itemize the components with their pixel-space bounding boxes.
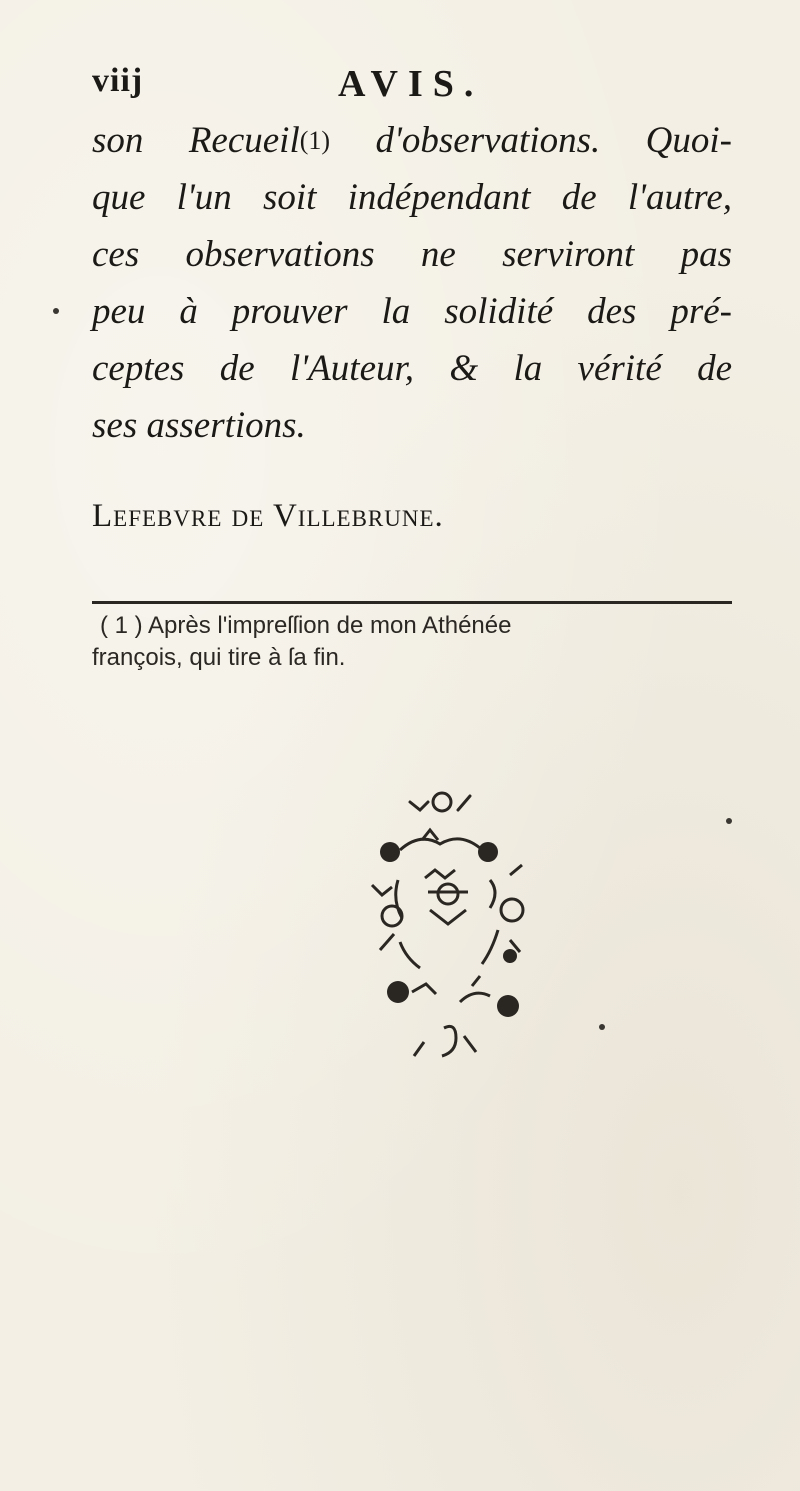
- body-line-text: d'observations. Quoi-: [375, 120, 733, 161]
- body-line: ceptes de l'Auteur, & la vérité de: [92, 348, 732, 389]
- footnote-line: [92, 610, 732, 642]
- running-title: AVIS.: [338, 63, 484, 105]
- body-paragraph: [92, 112, 732, 454]
- footnote-text: Après l'impreſſion de mon Athénée: [148, 612, 512, 639]
- body-line: que l'un soit indépendant de l'autre,: [92, 177, 732, 218]
- printers-ornament: [360, 780, 550, 1110]
- author-signature: Lefebvre de Villebrune.: [92, 498, 444, 534]
- footnote: [92, 610, 732, 674]
- stray-ink-mark: [53, 308, 59, 314]
- stray-ink-mark: [599, 1024, 605, 1030]
- body-line: [92, 112, 732, 169]
- body-line-text: son Recueil: [92, 120, 300, 161]
- body-line: ces observations ne serviront pas: [92, 234, 732, 275]
- stray-ink-mark: [726, 818, 732, 824]
- body-line: ses assertions.: [92, 405, 306, 446]
- footnote-marker: ( 1 ): [100, 612, 143, 639]
- page-number: viij: [92, 62, 144, 99]
- footnote-rule: [92, 601, 732, 604]
- page-header: [92, 62, 732, 112]
- body-line: peu à prouver la solidité des pré-: [92, 291, 732, 332]
- footnote-line: françois, qui tire à ſa fin.: [92, 644, 346, 671]
- footnote-reference: (1): [299, 126, 331, 155]
